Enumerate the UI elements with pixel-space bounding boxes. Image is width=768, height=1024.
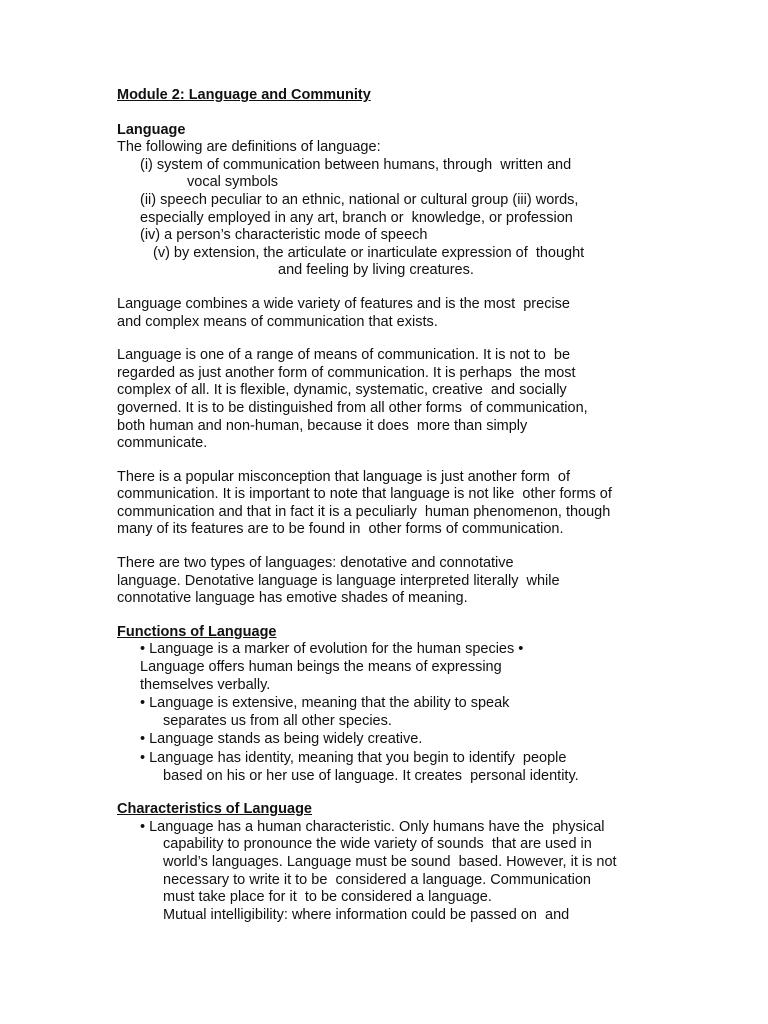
- language-heading: Language: [117, 121, 186, 138]
- paragraph-misconception: [117, 469, 677, 539]
- paragraph-line: communication and that in fact it is a peculiarly human phenomenon, though: [117, 503, 611, 520]
- paragraph-line: communication. It is important to note that language is not like other forms of: [117, 486, 612, 503]
- functions-bullet-5-cont: based on his or her use of language. It creates personal identity.: [163, 767, 579, 784]
- paragraph-types: [117, 555, 677, 608]
- paragraph-line: many of its features are to be found in other forms of communication.: [117, 521, 564, 538]
- paragraph-line: language. Denotative language is language interpreted literally while: [117, 572, 560, 589]
- paragraph-line: both human and non-human, because it does more than simply: [117, 417, 528, 434]
- paragraph-line: Language is one of a range of means of communication. It is not to be: [117, 347, 571, 364]
- paragraph-line: There is a popular misconception that language is just another form of: [117, 468, 570, 485]
- characteristics-bullet-1-cont: necessary to write it to be considered a language. Communication: [163, 871, 591, 888]
- paragraph-means: [117, 347, 677, 453]
- document-page: [117, 87, 677, 924]
- functions-bullet-3: • Language is extensive, meaning that the ability to speak: [140, 695, 510, 712]
- characteristics-bullet-1: • Language has a human characteristic. Only humans have the physical: [140, 818, 605, 835]
- paragraph-line: regarded as just another form of communication. It is perhaps the most: [117, 364, 576, 381]
- paragraph-line: complex of all. It is flexible, dynamic, systematic, creative and socially: [117, 382, 567, 399]
- definition-1-cont: vocal symbols: [187, 174, 279, 191]
- paragraph-line: There are two types of languages: denotative and connotative: [117, 555, 514, 572]
- definition-2: (ii) speech peculiar to an ethnic, national or cultural group (iii) words,: [140, 191, 579, 208]
- definition-4-cont: and feeling by living creatures.: [278, 262, 474, 279]
- functions-bullet-5: • Language has identity, meaning that you begin to identify people: [140, 750, 567, 766]
- characteristics-bullet-1-cont: world’s languages. Language must be sound based. However, it is not: [163, 853, 617, 870]
- functions-bullet-2: Language offers human beings the means of expressing: [140, 659, 502, 676]
- characteristics-heading: Characteristics of Language: [117, 801, 312, 818]
- paragraph-line: and complex means of communication that exists.: [117, 313, 438, 330]
- paragraph-line: connotative language has emotive shades of meaning.: [117, 590, 468, 607]
- characteristics-bullet-1-cont: capability to pronounce the wide variety of sounds that are used in: [163, 836, 592, 853]
- paragraph-line: governed. It is to be distinguished from all other forms of communication,: [117, 399, 588, 416]
- functions-bullet-3-cont: separates us from all other species.: [163, 712, 392, 729]
- functions-bullet-2-cont: themselves verbally.: [140, 676, 271, 693]
- paragraph-features: [117, 296, 677, 331]
- functions-heading: Functions of Language: [117, 623, 277, 640]
- characteristics-bullet-1-cont: Mutual intelligibility: where information could be passed on and: [163, 906, 570, 923]
- paragraph-line: communicate.: [117, 435, 208, 452]
- paragraph-line: Language combines a wide variety of features and is the most precise: [117, 295, 570, 312]
- definition-1: (i) system of communication between humans, through written and: [140, 156, 572, 173]
- definition-3: (iv) a person’s characteristic mode of speech: [140, 227, 428, 244]
- definition-4: (v) by extension, the articulate or inarticulate expression of thought: [153, 244, 585, 261]
- functions-bullet-1: • Language is a marker of evolution for the human species •: [140, 641, 524, 658]
- definition-2-cont: especially employed in any art, branch or knowledge, or profession: [140, 209, 573, 226]
- document-title: Module 2: Language and Community: [117, 87, 371, 103]
- definitions-intro: The following are definitions of language:: [117, 139, 381, 156]
- functions-bullet-4: • Language stands as being widely creative.: [140, 731, 423, 748]
- characteristics-bullet-1-cont: must take place for it to be considered a language.: [163, 889, 492, 906]
